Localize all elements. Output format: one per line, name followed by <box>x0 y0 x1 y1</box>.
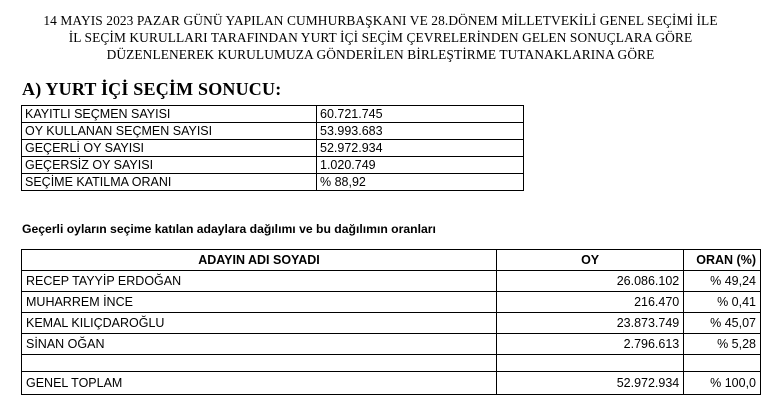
summary-label: KAYITLI SEÇMEN SAYISI <box>22 106 317 123</box>
header-line-1: 14 MAYIS 2023 PAZAR GÜNÜ YAPILAN CUMHURBAŞKANI VE 28.DÖNEM MİLLETVEKİLİ GENEL SEÇİMİ İLE <box>43 13 718 28</box>
summary-table <box>21 105 524 191</box>
header-ratio: ORAN (%) <box>684 250 761 271</box>
summary-label: OY KULLANAN SEÇMEN SAYISI <box>22 123 317 140</box>
results-subtitle: Geçerli oyların seçime katılan adaylara dağılımı ve bu dağılımın oranları <box>22 222 436 236</box>
table-row <box>22 271 761 292</box>
candidate-name: RECEP TAYYİP ERDOĞAN <box>22 271 497 292</box>
summary-row <box>22 174 524 191</box>
total-label: GENEL TOPLAM <box>22 372 497 395</box>
total-row <box>22 372 761 395</box>
summary-row <box>22 123 524 140</box>
summary-row <box>22 140 524 157</box>
table-row <box>22 292 761 313</box>
header-name: ADAYIN ADI SOYADI <box>22 250 497 271</box>
section-title: A) YURT İÇİ SEÇİM SONUCU: <box>22 79 282 99</box>
summary-label: SEÇİME KATILMA ORANI <box>22 174 317 191</box>
summary-label: GEÇERSİZ OY SAYISI <box>22 157 317 174</box>
summary-value: % 88,92 <box>317 174 524 191</box>
candidate-ratio: % 45,07 <box>684 313 761 334</box>
candidate-votes: 216.470 <box>496 292 683 313</box>
candidate-name: MUHARREM İNCE <box>22 292 497 313</box>
summary-value: 52.972.934 <box>317 140 524 157</box>
table-row <box>22 313 761 334</box>
blank-row <box>22 355 761 372</box>
total-votes: 52.972.934 <box>496 372 683 395</box>
summary-row <box>22 106 524 123</box>
header-line-2: İL SEÇİM KURULLARI TARAFINDAN YURT İÇİ SEÇİM ÇEVRELERİNDEN GELEN SONUÇLARA GÖRE <box>68 30 693 45</box>
blank-cell <box>496 355 683 372</box>
results-table <box>21 249 761 395</box>
candidate-votes: 2.796.613 <box>496 334 683 355</box>
blank-cell <box>684 355 761 372</box>
table-row <box>22 334 761 355</box>
results-header-row <box>22 250 761 271</box>
candidate-ratio: % 0,41 <box>684 292 761 313</box>
candidate-votes: 23.873.749 <box>496 313 683 334</box>
total-ratio: % 100,0 <box>684 372 761 395</box>
blank-cell <box>22 355 497 372</box>
candidate-votes: 26.086.102 <box>496 271 683 292</box>
candidate-name: SİNAN OĞAN <box>22 334 497 355</box>
candidate-name: KEMAL KILIÇDAROĞLU <box>22 313 497 334</box>
summary-value: 60.721.745 <box>317 106 524 123</box>
candidate-ratio: % 5,28 <box>684 334 761 355</box>
document-header <box>0 12 761 63</box>
candidate-ratio: % 49,24 <box>684 271 761 292</box>
summary-value: 53.993.683 <box>317 123 524 140</box>
summary-row <box>22 157 524 174</box>
header-line-3: DÜZENLENEREK KURULUMUZA GÖNDERİLEN BİRLEŞTİRME TUTANAKLARINA GÖRE <box>106 47 655 62</box>
summary-label: GEÇERLİ OY SAYISI <box>22 140 317 157</box>
summary-value: 1.020.749 <box>317 157 524 174</box>
header-votes: OY <box>496 250 683 271</box>
